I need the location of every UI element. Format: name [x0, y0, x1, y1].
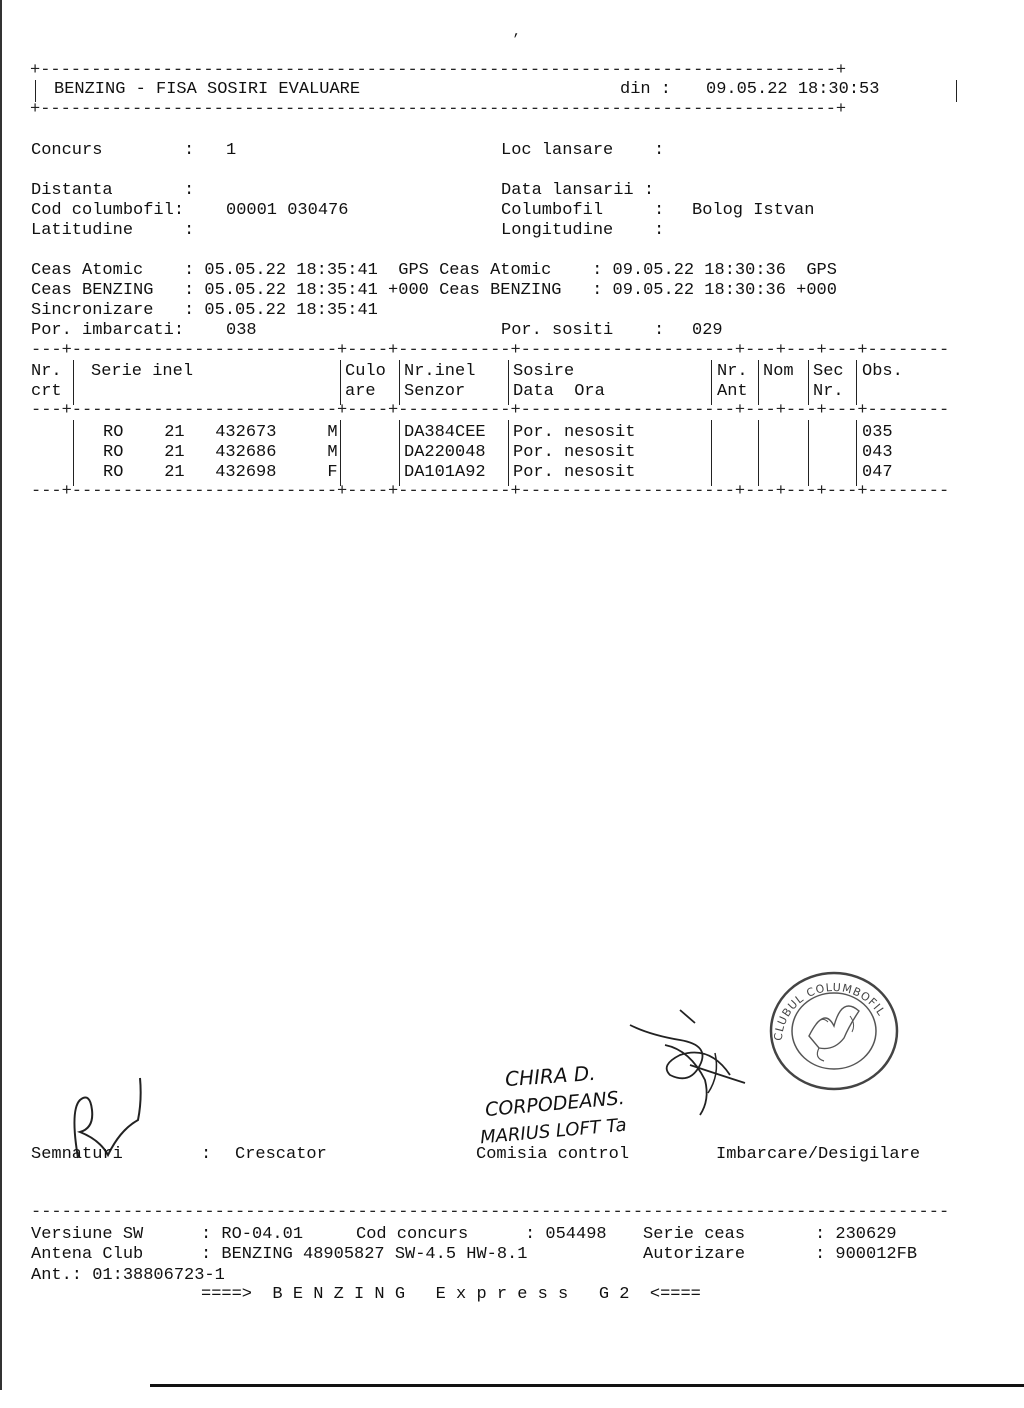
sositi-label: Por. sositi :: [501, 321, 665, 340]
concurs-value: 1: [226, 141, 237, 160]
col-sep: [808, 420, 809, 486]
header-sec-2: Nr.: [813, 382, 844, 401]
ceas-atomic-row: Ceas Atomic : 05.05.22 18:35:41 GPS Ceas Atomic : 09.05.22 18:30:36 GPS: [31, 261, 837, 280]
scan-mark: ‚: [512, 24, 521, 40]
header-timestamp: 09.05.22 18:30:53: [706, 80, 880, 99]
col-sep: [73, 360, 74, 405]
header-nom: Nom: [763, 362, 794, 381]
header-left-bar: [35, 80, 36, 102]
col-sep: [711, 420, 712, 486]
imbarcati-label: Por. imbarcati:: [31, 321, 185, 340]
col-sep: [808, 360, 809, 405]
columbofil-value: Bolog Istvan: [692, 201, 815, 220]
table-row-2-serie: RO 21 432686 M: [103, 443, 338, 462]
page-bottom-edge: [150, 1384, 1024, 1387]
table-row-3-obs: 047: [862, 463, 893, 482]
signature-comisia-icon: [620, 1005, 760, 1125]
col-sep: [758, 360, 759, 405]
table-row-2-senzor: DA220048: [404, 443, 486, 462]
header-nr-ant-1: Nr.: [717, 362, 748, 381]
col-sep: [711, 360, 712, 405]
sincronizare-row: Sincronizare : 05.05.22 18:35:41: [31, 301, 378, 320]
columbofil-label: Columbofil :: [501, 201, 665, 220]
header-obs: Obs.: [862, 362, 903, 381]
ceas-benzing-row: Ceas BENZING : 05.05.22 18:35:41 +000 Ceas BENZING : 09.05.22 18:30:36 +000: [31, 281, 837, 300]
document-title: BENZING - FISA SOSIRI EVALUARE: [54, 80, 361, 99]
benzing-banner: ====> B E N Z I N G E x p r e s s G 2 <====: [201, 1285, 701, 1304]
svg-text:CLUBUL COLUMBOFIL: CLUBUL COLUMBOFIL: [771, 980, 889, 1042]
semnaturi-label: Semnaturi: [31, 1145, 123, 1164]
crescator-label: Crescator: [235, 1145, 327, 1164]
table-row-3-serie: RO 21 432698 F: [103, 463, 338, 482]
antena-value: : BENZING 48905827 SW-4.5 HW-8.1: [201, 1245, 528, 1264]
table-row-2-sosire: Por. nesosit: [513, 443, 636, 462]
cod-concurs-label: Cod concurs: [356, 1225, 469, 1244]
col-sep: [508, 420, 509, 486]
col-sep: [399, 420, 400, 486]
table-top-border: ---+--------------------------+----+-----------+---------------------+---+---+---+--------: [31, 344, 950, 358]
table-row-1-senzor: DA384CEE: [404, 423, 486, 442]
col-sep: [758, 420, 759, 486]
longitudine-label: Longitudine :: [501, 221, 665, 240]
col-sep: [340, 360, 341, 405]
header-nr-ant-2: Ant: [717, 382, 748, 401]
versiune-value: : RO-04.01: [201, 1225, 304, 1244]
cod-columbofil-label: Cod columbofil:: [31, 201, 185, 220]
cod-columbofil-value: 00001 030476: [226, 201, 349, 220]
header-culoare-1: Culo: [345, 362, 386, 381]
col-sep: [856, 420, 857, 486]
distanta-label: Distanta :: [31, 181, 195, 200]
serie-ceas-value: : 230629: [815, 1225, 897, 1244]
header-nr-inel-1: Nr.inel: [404, 362, 476, 381]
header-culoare-2: are: [345, 382, 376, 401]
antena-label: Antena Club: [31, 1245, 144, 1264]
table-row-3-senzor: DA101A92: [404, 463, 486, 482]
col-sep: [856, 360, 857, 405]
club-stamp-icon: [764, 966, 904, 1096]
col-sep: [340, 420, 341, 486]
loc-lansare-label: Loc lansare :: [501, 141, 665, 160]
header-bottom-border: +------------------------------------------------------------------------------+: [30, 103, 847, 117]
handwritten-name-3: MARIUS LOFT Ta: [479, 1114, 628, 1149]
ant-line: Ant.: 01:38806723-1: [31, 1266, 225, 1285]
footer-separator: ------------------------------------------------------------------------------------------: [31, 1206, 950, 1220]
comisia-control-label: Comisia control: [476, 1145, 630, 1164]
col-sep: [508, 360, 509, 405]
autorizare-value: : 900012FB: [815, 1245, 918, 1264]
concurs-label: Concurs :: [31, 141, 195, 160]
handwritten-name-2: CORPODEANS.: [484, 1086, 626, 1122]
handwritten-name-1: CHIRA D.: [504, 1060, 597, 1092]
header-nr-crt-2: crt: [31, 382, 62, 401]
versiune-label: Versiune SW: [31, 1225, 144, 1244]
semnaturi-colon: :: [201, 1145, 212, 1164]
table-bottom-border: ---+--------------------------+----+-----------+---------------------+---+---+---+--------: [31, 485, 950, 499]
table-row-2-obs: 043: [862, 443, 893, 462]
col-sep: [73, 420, 74, 486]
imbarcare-label: Imbarcare/Desigilare: [716, 1145, 921, 1164]
table-row-1-sosire: Por. nesosit: [513, 423, 636, 442]
header-nr-inel-2: Senzor: [404, 382, 466, 401]
autorizare-label: Autorizare: [643, 1245, 746, 1264]
serie-ceas-label: Serie ceas: [643, 1225, 746, 1244]
table-row-1-obs: 035: [862, 423, 893, 442]
header-sosire-1: Sosire: [513, 362, 575, 381]
imbarcati-value: 038: [226, 321, 257, 340]
latitudine-label: Latitudine :: [31, 221, 195, 240]
table-row-3-sosire: Por. nesosit: [513, 463, 636, 482]
header-sec-1: Sec: [813, 362, 844, 381]
sositi-value: 029: [692, 321, 723, 340]
header-right-bar: [956, 80, 957, 102]
header-top-border: +------------------------------------------------------------------------------+: [30, 64, 847, 78]
table-row-1-serie: RO 21 432673 M: [103, 423, 338, 442]
page-left-edge: [0, 0, 2, 1390]
header-sosire-2: Data Ora: [513, 382, 605, 401]
data-lansarii-label: Data lansarii :: [501, 181, 655, 200]
col-sep: [399, 360, 400, 405]
header-serie-inel: Serie inel: [91, 362, 194, 381]
table-header-separator: ---+--------------------------+----+-----------+---------------------+---+---+---+--------: [31, 404, 950, 418]
din-label: din :: [620, 80, 672, 99]
cod-concurs-value: : 054498: [525, 1225, 607, 1244]
header-nr-crt-1: Nr.: [31, 362, 62, 381]
